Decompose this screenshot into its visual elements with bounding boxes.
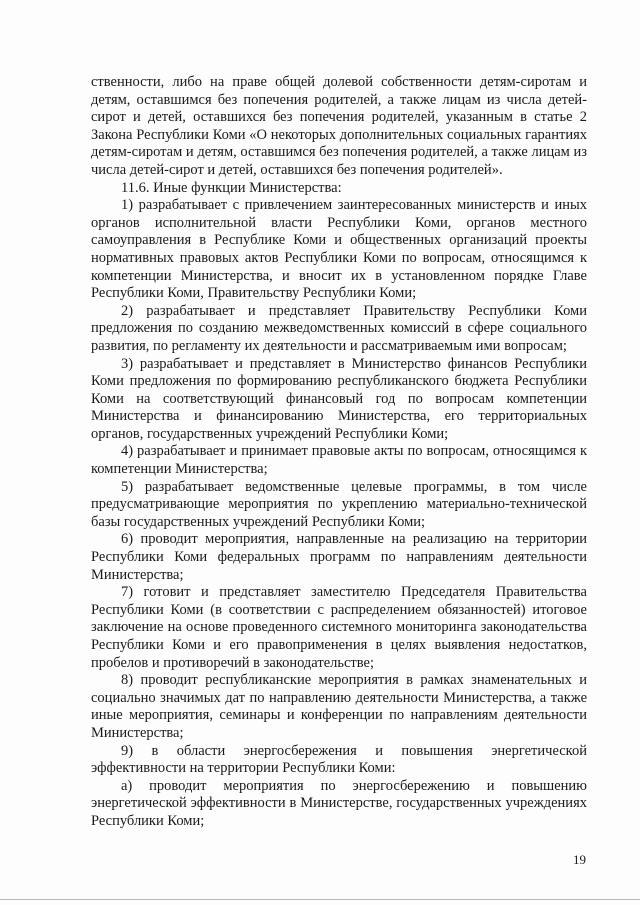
list-item-7: 7) готовит и представляет заместителю Председателя Правительства Республики Коми (в соответствии с распределением обязанностей) итоговое заключение на основе проведенного системного мониторинга законодательства Республики Коми и его правоприменения в целях выявления недостатков, пробелов и противоречий в законодательстве;	[91, 584, 587, 671]
list-item-8: 8) проводит республиканские мероприятия в рамках знаменательных и социально значимых дат по направлению деятельности Министерства, а также иные мероприятия, семинары и конференции по направлениям деятельности Министерства;	[91, 672, 587, 741]
list-item-1: 1) разрабатывает с привлечением заинтересованных министерств и иных органов исполнительной власти Республики Коми, органов местного самоуправления в Республике Коми и общественных организаций проекты нормативных правовых актов Республики Коми по вопросам, относящимся к компетенции Министерства, и вносит их в установленном порядке Главе Республики Коми, Правительству Республики Коми;	[91, 197, 587, 302]
paragraph-continuation: ственности, либо на праве общей долевой собственности детям-сиротам и детям, оставшимся без попечения родителей, а также лицам из числа детей-сирот и детей, оставшихся без попечения родителей, указанным в статье 2 Закона Республики Коми «О некоторых дополнительных социальных гарантиях детям-сиротам и детям, оставшимся без попечения родителей, а также лицам из числа детей-сирот и детей, оставшихся без попечения родителей».	[91, 74, 587, 178]
list-item-6: 6) проводит мероприятия, направленные на реализацию на территории Республики Коми федеральных программ по направлениям деятельности Министерства;	[91, 531, 587, 583]
list-item-9: 9) в области энергосбережения и повышения энергетической эффективности на территории Республики Коми:	[91, 742, 587, 777]
list-item-3: 3) разрабатывает и представляет в Министерство финансов Республики Коми предложения по формированию республиканского бюджета Республики Коми на соответствующий финансовый год по вопросам компетенции Министерства и финансированию Министерства, его территориальных органов, государственных учреждений Республики Коми;	[91, 355, 587, 442]
sub-item-a: а) проводит мероприятия по энергосбережению и повышению энергетической эффективности в Министерстве, государственных учреждениях Республики Коми;	[91, 777, 587, 829]
document-body	[91, 74, 587, 831]
scan-bottom-edge	[0, 899, 640, 900]
list-item-4: 4) разрабатывает и принимает правовые акты по вопросам, относящимся к компетенции Министерства;	[91, 443, 587, 478]
section-heading-11-6: 11.6. Иные функции Министерства:	[121, 179, 342, 196]
list-item-2: 2) разрабатывает и представляет Правительству Республики Коми предложения по созданию межведомственных комиссий в сфере социального развития, по регламенту их деятельности и рассматриваемым ими вопросам;	[91, 302, 587, 354]
page-number: 19	[573, 852, 586, 867]
list-item-5: 5) разрабатывает ведомственные целевые программы, в том числе предусматривающие мероприятия по укреплению материально-технической базы государственных учреждений Республики Коми;	[91, 478, 587, 530]
